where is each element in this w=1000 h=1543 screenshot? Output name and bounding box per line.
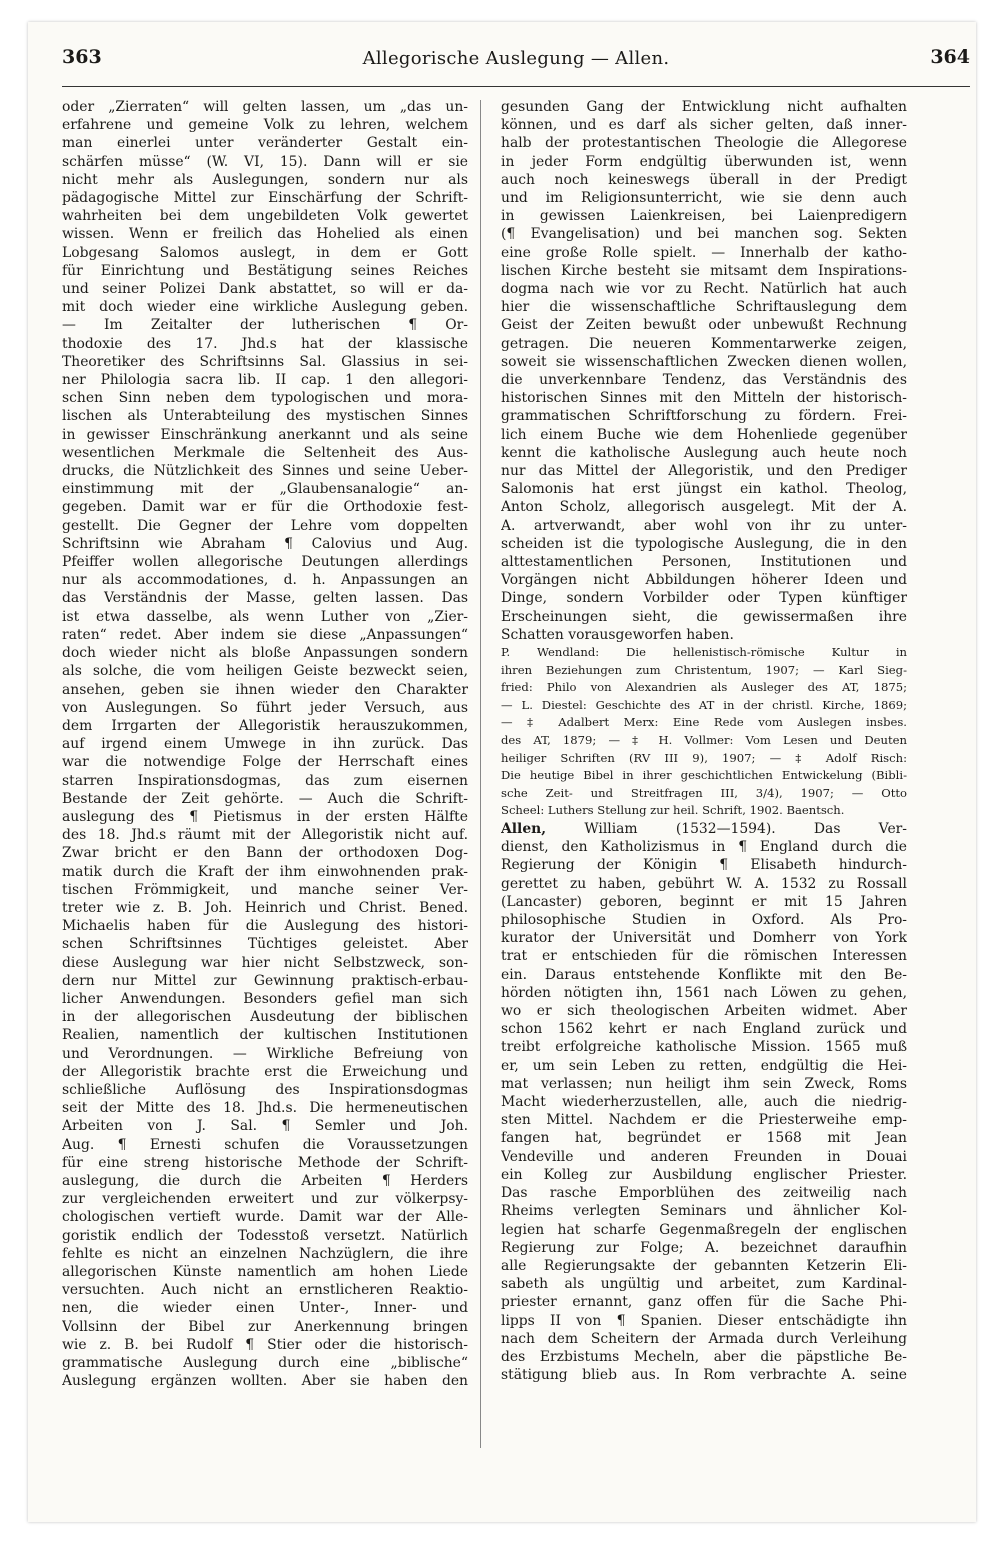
text-line: kurator der Universität und Domherr von York <box>501 930 907 947</box>
text-line: wo er sich theologischen Arbeiten widmet. Aber <box>501 1003 907 1020</box>
text-line: Arbeiten von J. Sal. ¶ Semler und Joh. <box>62 1118 468 1135</box>
article-allen <box>501 820 907 1384</box>
text-line: Dinge, sondern Vorbilder oder Typen künftiger <box>501 590 907 607</box>
text-line: zur vergleichenden erweitert und zur völkerpsy- <box>62 1191 468 1208</box>
text-line: Rheims verlegten Seminars und ähnlicher Kol- <box>501 1203 907 1220</box>
reference-line: — ‡ Adalbert Merx: Eine Rede vom Auslegen insbes. <box>501 715 907 730</box>
text-line: ein Kolleg zur Ausbildung englischer Priester. <box>501 1166 907 1183</box>
reference-line: Scheel: Luthers Stellung zur heil. Schrift, 1902. Baentsch. <box>501 803 845 818</box>
text-line: starren Inspirationsdogmas, das zum eisernen <box>62 772 468 789</box>
text-line: können, und es darf als sicher gelten, daß inner- <box>501 117 907 134</box>
reference-line: — L. Diestel: Geschichte des AT in der christl. Kirche, 1869; <box>501 697 907 712</box>
text-line: Erscheinungen sieht, die gewissermaßen ihre <box>501 608 907 625</box>
text-line: ein. Daraus entstehende Konflikte mit den Be- <box>501 966 907 983</box>
text-line: für Einrichtung und Bestätigung seines Reiches <box>62 262 468 279</box>
text-line: lich einem Buche wie dem Hohenliede gegenüber <box>501 426 907 443</box>
text-line: das Verständnis der Masse, gelten lassen. Das <box>62 590 468 607</box>
text-line: Lobgesang Salomos auslegt, in dem er Gott <box>62 244 468 261</box>
text-line: versuchten. Auch nicht an ernstlicheren Reaktio- <box>62 1282 468 1299</box>
text-line: soweit sie wissenschaftlichen Zwecken dienen wollen, <box>501 353 907 370</box>
text-line: Auslegung ergänzen wollten. Aber sie haben den <box>62 1373 468 1390</box>
text-line: er, um sein Leben zu retten, endgültig die Hei- <box>501 1057 907 1074</box>
text-line: in der allegorischen Ausdeutung der biblischen <box>62 1009 468 1026</box>
text-line: Zwar bricht er den Bann der orthodoxen Dog- <box>62 845 468 862</box>
text-line: ist etwa dasselbe, als wenn Luther von „Zier- <box>62 608 468 625</box>
reference-line: des AT, 1879; — ‡ H. Vollmer: Vom Lesen und Deuten <box>501 733 907 748</box>
text-line: wesentlichen Merkmale die Seltenheit des Aus- <box>62 444 468 461</box>
article-lemma: Allen, <box>501 821 547 838</box>
text-line: halb der protestantischen Theologie die Allegorese <box>501 135 907 152</box>
text-line: schärfen müsse“ (W. VI, 15). Dann will er sie <box>62 153 468 170</box>
text-line: lischen als Unterabteilung des mystischen Sinnes <box>62 408 468 425</box>
text-line: war die notwendige Folge der Herrschaft eines <box>62 754 468 771</box>
text-line: Pfeiffer wollen allegorische Deutungen allerdings <box>62 554 468 571</box>
text-line: auslegung, die durch die Arbeiten ¶ Herders <box>62 1172 468 1189</box>
text-line: — Im Zeitalter der lutherischen ¶ Or- <box>62 317 468 334</box>
text-line: nur das Mittel der Allegoristik, und den Prediger <box>501 463 907 480</box>
text-line: Schatten vorausgeworfen haben. <box>501 626 734 643</box>
text-line: und seiner Polizei Dank abstattet, so will er da- <box>62 281 468 298</box>
text-line: getragen. Die neueren Kommentarwerke zeigen, <box>501 335 907 352</box>
text-line: Vorgängen nicht Abbildungen höherer Ideen und <box>501 572 907 589</box>
text-line: hörden nötigten ihn, 1561 nach Löwen zu gehen, <box>501 984 907 1001</box>
text-line: A. artverwandt, aber wohl von ihr zu unter- <box>501 517 907 534</box>
text-line: Geist der Zeiten bewußt oder unbewußt Rechnung <box>501 317 907 334</box>
text-line: dern nur Mittel zur Gewinnung praktisch-erbau- <box>62 972 468 989</box>
reference-line: heiliger Schriften (RV III 9), 1907; — ‡ Adolf Risch: <box>501 750 907 765</box>
text-line: Schriftsinn wie Abraham ¶ Calovius und Aug. <box>62 535 468 552</box>
column-divider <box>480 100 481 1448</box>
text-line: goristik endlich der Todesstoß versetzt. Natürlich <box>62 1227 468 1244</box>
text-line: sabeth als ungültig und arbeitet, zum Kardinal- <box>501 1276 907 1293</box>
text-line: ansehen, geben sie ihnen wieder den Charakter <box>62 681 468 698</box>
text-line: gesunden Gang der Entwicklung nicht aufhalten <box>501 99 907 115</box>
reference-line: ihren Beziehungen zum Christentum, 1907; — Karl Sieg- <box>501 662 907 677</box>
text-line: dienst, den Katholizismus in ¶ England durch die <box>501 839 907 856</box>
text-line: (Lancaster) geboren, beginnt er mit 15 Jahren <box>501 893 907 910</box>
text-line: schen Schriftsinnes Tüchtiges geleistet. Aber <box>62 936 468 953</box>
right-column <box>501 98 907 1458</box>
text-line: Salomonis hat erst jüngst ein kathol. Theolog, <box>501 481 907 498</box>
text-line: priester ernannt, ganz offen für die Sache Phi- <box>501 1294 907 1311</box>
text-line: gegeben. Damit war er für die Orthodoxie fest- <box>62 499 468 516</box>
article-first-line <box>501 820 907 838</box>
page-number-left: 363 <box>62 46 102 68</box>
text-line: die unverkennbare Tendenz, das Verständnis des <box>501 372 907 389</box>
text-line: Vollsinn der Bibel zur Anerkennung bringen <box>62 1318 468 1335</box>
text-line: nur als accommodationes, d. h. Anpassungen an <box>62 572 468 589</box>
text-line: alle Regierungsakte der gebannten Ketzerin Eli- <box>501 1257 907 1274</box>
text-line: in gewissen Laienkreisen, bei Laienpredigern <box>501 208 907 225</box>
text-line: oder „Zierraten“ will gelten lassen, um „das un- <box>62 99 468 115</box>
text-line: Regierung zur Folge; A. bezeichnet daraufhin <box>501 1239 907 1256</box>
text-line: scheiden ist die typologische Auslegung, die in den <box>501 535 907 552</box>
text-line: ner Philologia sacra lib. II cap. 1 den allegori- <box>62 372 468 389</box>
text-line: von Auslegungen. So führt jeder Versuch, aus <box>62 699 468 716</box>
page-header <box>62 40 970 87</box>
text-line: in jeder Form endgültig überwunden ist, wenn <box>501 153 907 170</box>
text-line: nach dem Scheitern der Armada durch Verleihung <box>501 1330 907 1347</box>
text-line: fehlte es nicht an einzelnen Nachzüglern, die ihre <box>62 1245 468 1262</box>
text-line: philosophische Studien in Oxford. Als Pro- <box>501 912 907 929</box>
text-line: tischen Frömmigkeit, und manche seiner Ver- <box>62 881 468 898</box>
text-line: Aug. ¶ Ernesti schufen die Voraussetzungen <box>62 1136 468 1153</box>
text-line: auch noch keineswegs überall in der Predigt <box>501 171 907 188</box>
text-line: stätigung blieb aus. In Rom verbrachte A. seine <box>501 1367 907 1384</box>
text-line: treibt erfolgreiche katholische Mission. 1565 muß <box>501 1039 907 1056</box>
text-line: man einerlei unter veränderter Gestalt ein- <box>62 135 468 152</box>
text-line: dem Irrgarten der Allegoristik herauszukommen, <box>62 717 468 734</box>
text-line: hier die wissenschaftliche Schriftauslegung dem <box>501 299 907 316</box>
text-line: thodoxie des 17. Jhd.s hat der klassische <box>62 335 468 352</box>
text-line: Michaelis haben für die Auslegung des histori- <box>62 918 468 935</box>
text-line: wie z. B. bei Rudolf ¶ Stier oder die historisch- <box>62 1336 468 1353</box>
text-line: seit der Mitte des 18. Jhd.s. Die hermeneutischen <box>62 1100 468 1117</box>
page-number-right: 364 <box>930 46 970 68</box>
text-line: kennt die katholische Auslegung auch heute noch <box>501 444 907 461</box>
text-line: erfahrene und gemeine Volk zu lehren, welchem <box>62 117 468 134</box>
text-line: schließliche Auflösung des Inspirationsdogmas <box>62 1081 468 1098</box>
text-line: und im Religionsunterricht, wie sie denn auch <box>501 190 907 207</box>
text-line: fangen hat, begründet er 1568 mit Jean <box>501 1130 907 1147</box>
text-line: Regierung der Königin ¶ Elisabeth hindurch- <box>501 857 907 874</box>
text-line: als solche, die vom heiligen Geiste bezweckt seien, <box>62 663 468 680</box>
text-line: Anton Scholz, allegorisch ausgelegt. Mit der A. <box>501 499 907 516</box>
text-line: pädagogische Mittel zur Einschärfung der Schrift- <box>62 190 468 207</box>
text-line: Das rasche Emporblühen des zeitweilig nach <box>501 1185 907 1202</box>
text-line: legien hat scharfe Gegenmaßregeln der englischen <box>501 1221 907 1238</box>
text-line: trat er entschieden für die römischen Interessen <box>501 948 907 965</box>
left-column <box>62 98 468 1458</box>
article-first-line-text: William (1532—1594). Das Ver- <box>546 821 907 838</box>
text-line: (¶ Evangelisation) und bei manchen sog. Sekten <box>501 226 907 243</box>
reference-line: sche Zeit- und Streitfragen III, 3/4), 1907; — Otto <box>501 785 907 800</box>
text-line: Vendeville und anderen Freunden in Douai <box>501 1148 907 1165</box>
text-line: auslegung des ¶ Pietismus in der ersten Hälfte <box>62 808 468 825</box>
text-line: nen, die wieder einen Unter-, Inner- und <box>62 1300 468 1317</box>
text-line: einstimmung mit der „Glaubensanalogie“ an- <box>62 481 468 498</box>
right-column-body <box>501 98 907 644</box>
text-line: doch wieder nicht als bloße Anpassungen sondern <box>62 645 468 662</box>
text-line: schon 1562 kehrt er nach England zurück und <box>501 1021 907 1038</box>
text-line: lipps II von ¶ Spanien. Dieser entschädigte ihn <box>501 1312 907 1329</box>
text-line: grammatischen Schriftforschung zu fördern. Frei- <box>501 408 907 425</box>
reference-line: fried: Philo von Alexandrien als Ausleger des AT, 1875; <box>501 680 907 695</box>
text-line: allegorischen Künste namentlich am hohen Liede <box>62 1264 468 1280</box>
bibliography <box>501 644 907 820</box>
reference-line: P. Wendland: Die hellenistisch-römische Kultur in <box>501 645 907 660</box>
text-line: wissen. Wenn er freilich das Hohelied als einen <box>62 226 468 243</box>
text-line: für eine streng historische Methode der Schrift- <box>62 1154 468 1171</box>
running-title: Allegorische Auslegung — Allen. <box>362 48 670 69</box>
text-line: sten Mittel. Nachdem er die Priesterweihe emp- <box>501 1112 907 1129</box>
text-line: mit doch wieder eine wirkliche Auslegung geben. <box>62 299 468 316</box>
text-line: der Allegoristik brachte erst die Erweichung und <box>62 1063 468 1080</box>
text-line: des 18. Jhd.s räumt mit der Allegoristik nicht auf. <box>62 827 468 844</box>
text-line: Realien, namentlich der kultischen Institutionen <box>62 1027 468 1044</box>
text-line: drucks, die Nützlichkeit des Sinnes und seine Ueber- <box>62 463 468 480</box>
text-line: grammatische Auslegung durch eine „biblische“ <box>62 1355 468 1372</box>
text-line: eine große Rolle spielt. — Innerhalb der katho- <box>501 244 907 261</box>
text-line: wahrheiten bei dem ungebildeten Volk gewertet <box>62 208 468 225</box>
text-line: alttestamentlichen Personen, Institutionen und <box>501 554 907 571</box>
text-line: schen Sinn neben dem typologischen und mora- <box>62 390 468 407</box>
text-line: lischen Kirche besteht sie mitsamt dem Inspirations- <box>501 262 907 279</box>
text-line: gestellt. Die Gegner der Lehre vom doppelten <box>62 517 468 534</box>
text-line: mat verlassen; nun heiligt ihm sein Zweck, Roms <box>501 1075 907 1092</box>
text-line: gerettet zu haben, gebührt W. A. 1532 zu Rossall <box>501 875 907 892</box>
text-line: diese Auslegung war hier nicht Selbstzweck, son- <box>62 954 468 971</box>
text-line: matik durch die Kraft der ihm einwohnenden prak- <box>62 863 468 880</box>
text-line: des Erzbistums Mecheln, aber die päpstliche Be- <box>501 1348 907 1365</box>
text-line: Bestande der Zeit gehörte. — Auch die Schrift- <box>62 790 468 807</box>
text-line: in gewisser Einschränkung anerkannt und als seine <box>62 426 468 443</box>
text-line: licher Anwendungen. Besonders gefiel man sich <box>62 990 468 1007</box>
text-line: historischen Sinnes mit den Mitteln der historisch- <box>501 390 907 407</box>
text-line: auf irgend einem Umwege in ihn zurück. Das <box>62 736 468 753</box>
reference-line: Die heutige Bibel in ihrer geschichtlichen Entwickelung (Bibli- <box>501 768 907 783</box>
text-line: und Verordnungen. — Wirkliche Befreiung von <box>62 1045 468 1062</box>
text-line: chologischen vertieft wurde. Damit war der Alle- <box>62 1209 468 1226</box>
text-line: dogma nach wie vor zu Recht. Natürlich hat auch <box>501 281 907 298</box>
text-line: Macht wiederherzustellen, alle, auch die niedrig- <box>501 1094 907 1111</box>
text-line: raten“ redet. Aber indem sie diese „Anpassungen“ <box>62 626 468 643</box>
text-line: Theoretiker des Schriftsinns Sal. Glassius in sei- <box>62 353 468 370</box>
text-line: nicht mehr als Auslegungen, sondern nur als <box>62 171 468 188</box>
text-line: treter wie z. B. Joh. Heinrich und Christ. Bened. <box>62 899 468 916</box>
